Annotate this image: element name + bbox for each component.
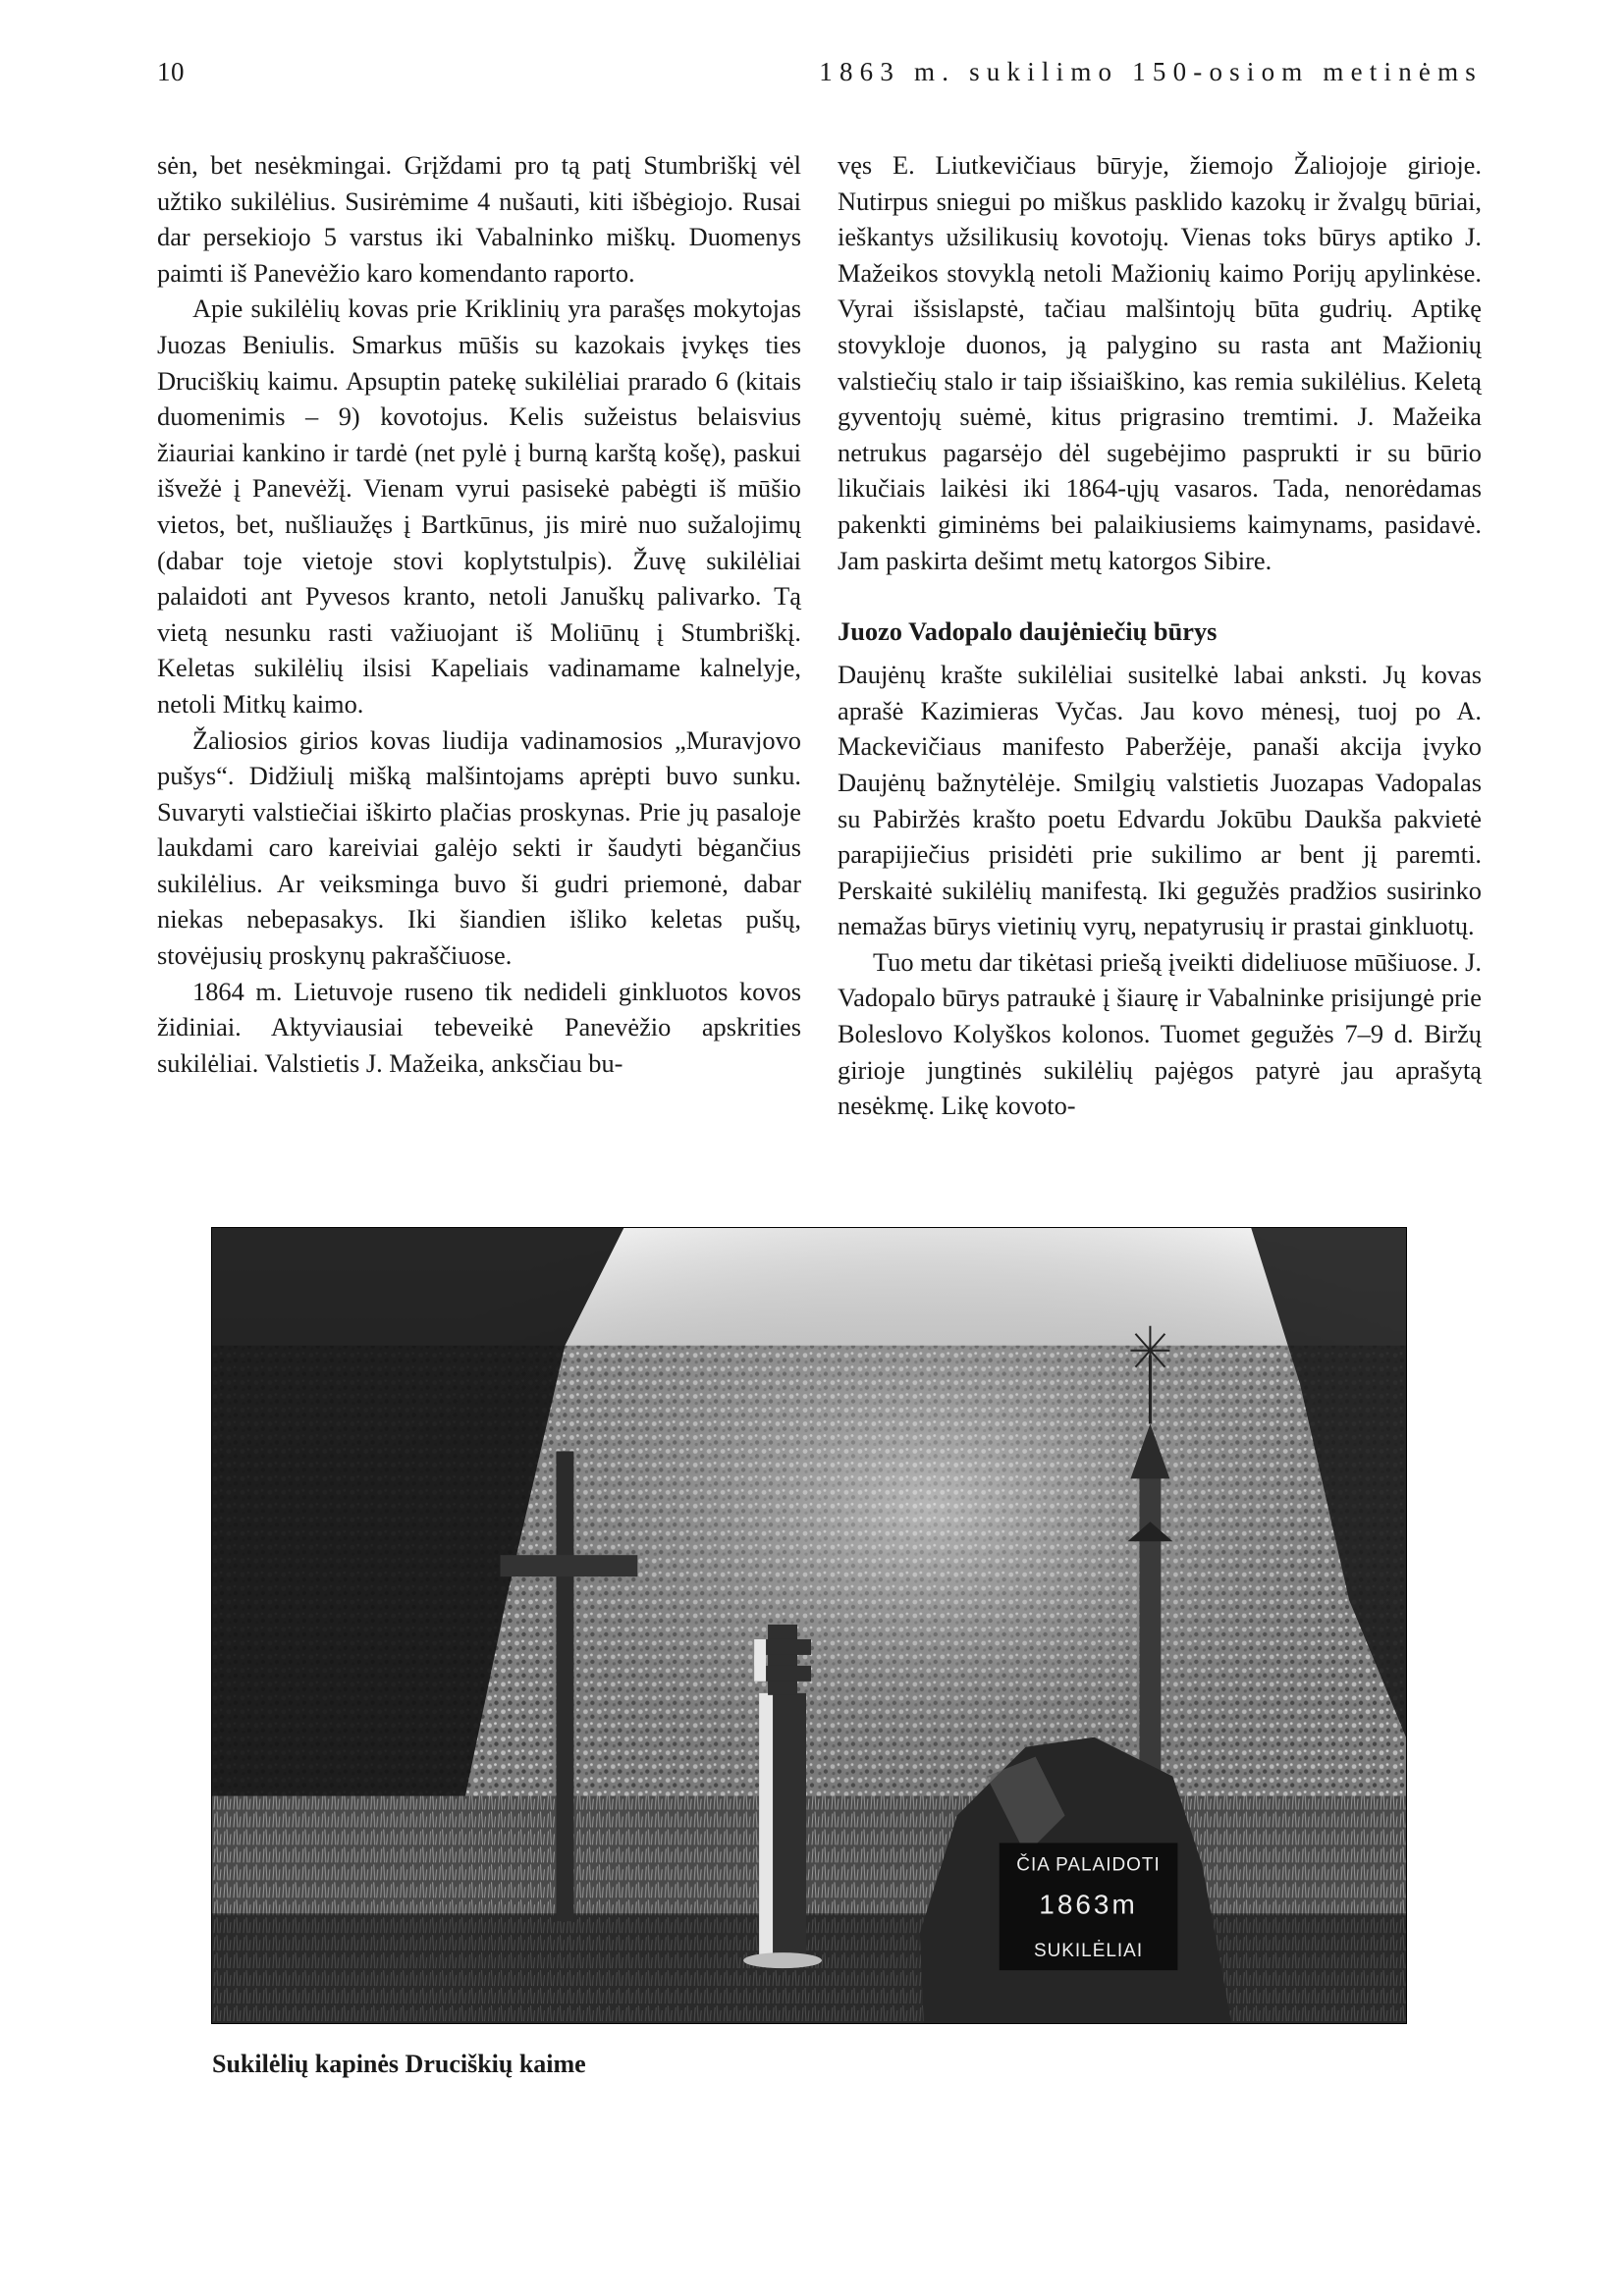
page-number: 10 bbox=[157, 57, 185, 86]
cemetery-photo-illustration bbox=[212, 1228, 1406, 2023]
paragraph: sėn, bet nesėkmingai. Grįždami pro tą patį Stumbriškį vėl užtiko sukilėlius. Susirėmime 4 nušauti, kiti išbėgiojo. Rusai dar persekiojo 5 varstus iki Vabalninko miškų. Duomenys paimti iš Panevėžio karo komendanto raporto. bbox=[157, 150, 801, 288]
paragraph: Žaliosios girios kovas liudija vadinamosios „Muravjovo pušys“. Didžiulį mišką malšintojams aprėpti buvo sunku. Suvaryti valstiečiai iškirto plačias proskynas. Prie jų pasaloje laukdami caro kareiviai galėjo sekti ir šaudyti bėgančius sukilėlius. Ar veiksminga buvo ši gudri priemonė, dabar niekas nebepasakys. Iki šiandien išliko keletas pušų, stovėjusių proskynų pakraščiuose. bbox=[157, 724, 801, 971]
plaque-line-3: SUKILĖLIAI bbox=[1033, 1941, 1144, 1962]
plaque-line-1: ČIA PALAIDOTI bbox=[1016, 1854, 1161, 1876]
paragraph: Tuo metu dar tikėtasi priešą įveikti dideliuose mūšiuose. J. Vadopalo būrys patraukė į šiaurę ir Vabalninke prisijungė prie Boleslovo Kolyškos kolonos. Tuomet gegužės 7–9 d. Biržų girioje jungtinės sukilėlių pajėgos patyrė jau aprašytą nesėkmę. Likę kovoto- bbox=[838, 946, 1482, 1121]
running-title: 1863 m. sukilimo 150-osiom metinėms bbox=[819, 57, 1483, 86]
paragraph: Apie sukilėlių kovas prie Kriklinių yra parašęs mokytojas Juozas Beniulis. Smarkus mūšis su kazokais įvykęs ties Druciškių kaimu. Apsuptin patekę sukilėliai prarado 6 (kitais duomenimis – 9) kovotojus. Kelis sužeistus belaisvius žiauriai kankino ir tardė (net pylė į burną karštą košę), paskui išvežė į Panevėžį. Vienam vyrui pasisekė pabėgti iš mūšio vietos, bet, nušliaužęs į Bartkūnus, jis mirė nuo sužalojimų (dabar toje vietoje stovi koplytstulpis). Žuvę sukilėliai palaidoti ant Pyvesos kranto, netoli Januškų palivarko. Tą vietą nesunku rasti važiuojant iš Moliūnų į Stumbriškį. Keletas sukilėlių ilsisi Kapeliais vadinamame kalnelyje, netoli Mitkų kaimo. bbox=[157, 294, 801, 719]
memorial-photo bbox=[211, 1227, 1407, 2024]
section-heading: Juozo Vadopalo daujėniečių būrys bbox=[838, 616, 1218, 647]
running-head bbox=[157, 57, 1483, 96]
left-column bbox=[157, 147, 801, 1081]
paragraph: vęs E. Liutkevičiaus būryje, žiemojo Žaliojoje girioje. Nutirpus sniegui po miškus pasklido kazokų ir žvalgų būriai, ieškantys užsilikusių kovotojų. Vienas toks būrys aptiko J. Mažeikos stovyklą netoli Mažionių kaimo Porijų apylinkėse. Vyrai išsislapstė, tačiau malšintojų būta gudrių. Aptikę stovykloje duonos, ją palygino su rasta ant Mažionių valstiečių stalo ir taip išsiaiškino, kas remia sukilėlius. Keletą gyventojų suėmė, kitus prigrasino tremtimi. J. Mažeika netrukus pagarsėjo dėl sugebėjimo pasprukti ir su būrio likučiais laikėsi iki 1864-ųjų vasaros. Tada, nenorėdamas pakenkti giminėms bei palaikiusiems kaimynams, pasidavė. Jam paskirta dešimt metų katorgos Sibire. bbox=[838, 150, 1482, 575]
paragraph: 1864 m. Lietuvoje ruseno tik nedideli ginkluotos kovos židiniai. Aktyviausiai tebeveikė Panevėžio apskrities sukilėliai. Valstietis J. Mažeika, anksčiau bu- bbox=[157, 976, 801, 1078]
photo-caption: Sukilėlių kapinės Druciškių kaime bbox=[212, 2050, 586, 2078]
right-column bbox=[838, 147, 1482, 1124]
paragraph: Daujėnų krašte sukilėliai susitelkė labai anksti. Jų kovas aprašė Kazimieras Vyčas. Jau kovo mėnesį, tuoj po A. Mackevičiaus manifesto Paberžėje, panaši akcija įvyko Daujėnų bažnytėlėje. Smilgių valstietis Juozapas Vadopalas su Pabiržės krašto poetu Edvardu Jokūbu Daukša pakvietė parapijiečius prisidėti prie sukilimo ar bent jį paremti. Perskaitė sukilėlių manifestą. Iki gegužės pradžios susirinko nemažas būrys vietinių vyrų, nepatyrusių ir prastai ginkluotų. bbox=[838, 660, 1482, 941]
plaque-line-2: 1863m bbox=[1039, 1889, 1138, 1920]
